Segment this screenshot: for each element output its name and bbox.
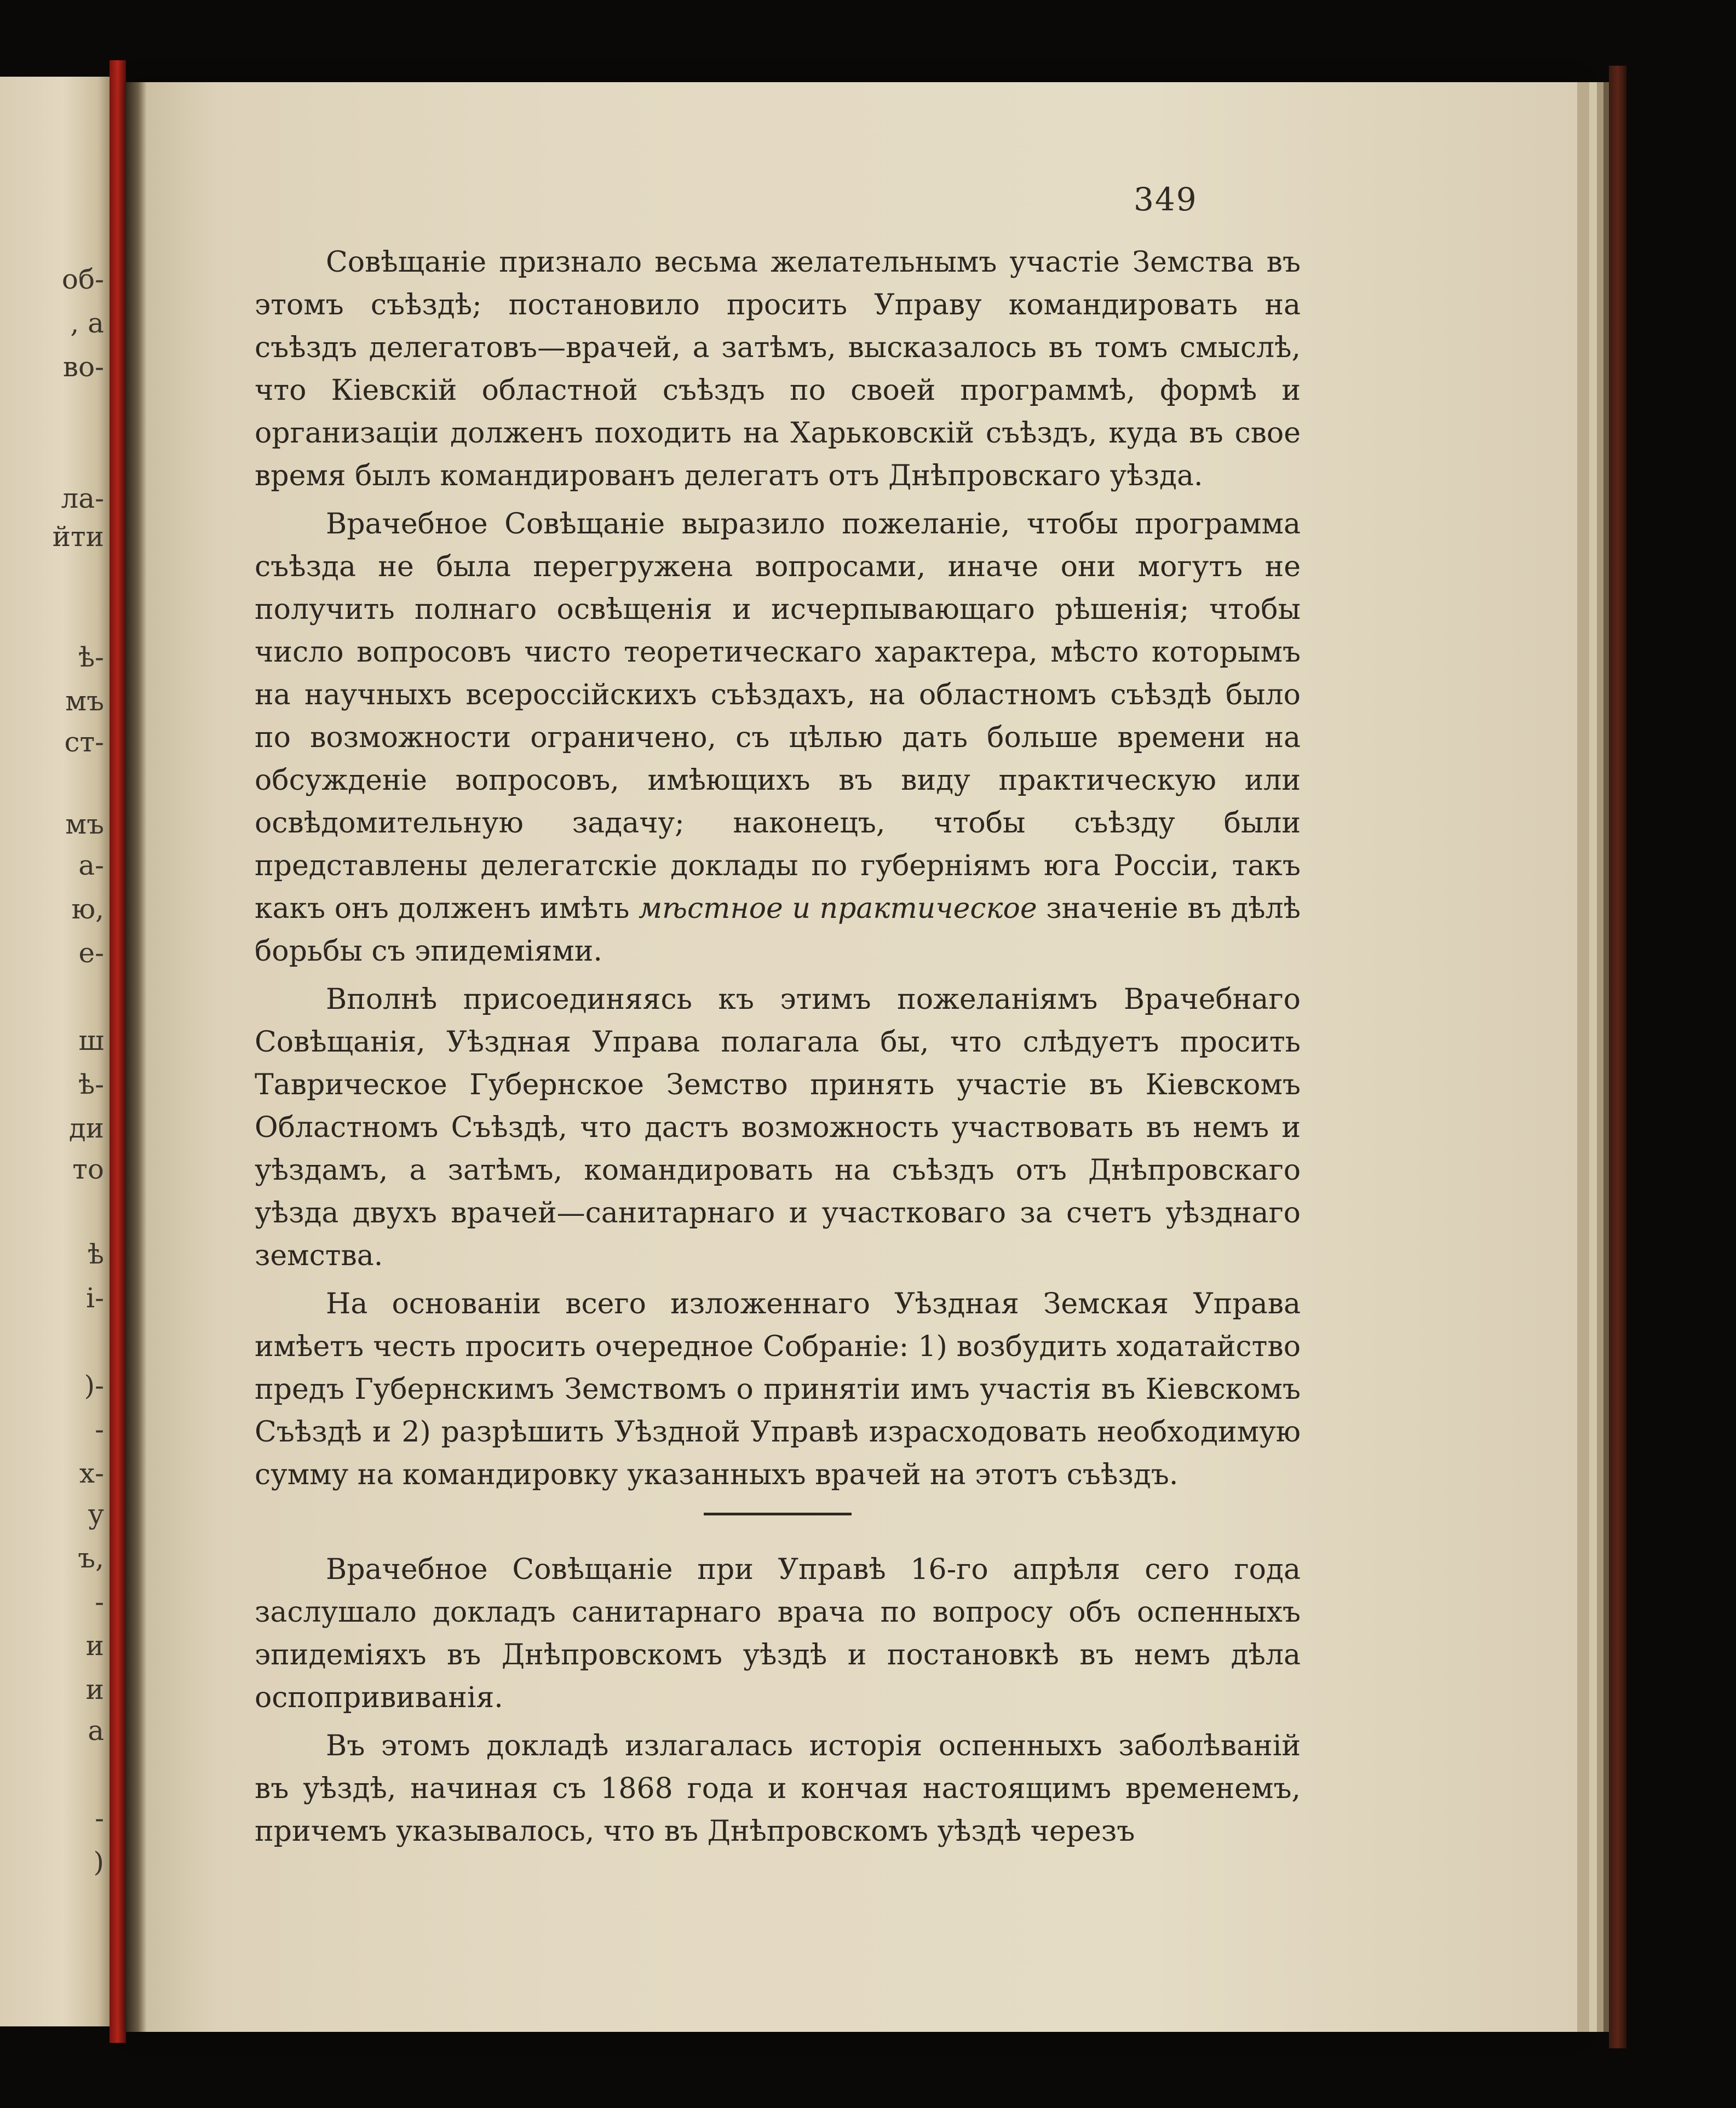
left-page-fragment: ѣ- — [78, 641, 104, 673]
left-page-fragment: ш — [78, 1025, 104, 1056]
left-page-fragment: у — [88, 1498, 104, 1530]
left-page-fragment: ди — [68, 1112, 104, 1144]
left-page-fragment: х- — [79, 1457, 104, 1489]
left-page-fragment: ю, — [71, 893, 104, 925]
left-page-fragment: мъ — [65, 808, 104, 840]
paragraph-text: значеніе въ дѣлѣ борьбы съ эпидеміями. — [255, 892, 1301, 968]
left-page-fragment: йти — [52, 521, 104, 553]
page-stack-edge — [1597, 82, 1603, 2032]
left-page-fragment: и — [85, 1674, 104, 1705]
previous-page-edge — [0, 77, 115, 2026]
paragraph: Вполнѣ присоединяясь къ этимъ пожеланіямъ Врачебнаго Совѣщанія, Уѣздная Управа полагала бы, что слѣдуетъ просить Таврическое Губернское Земство принять участіе въ Кіевскомъ Областномъ Съѣздѣ, что дастъ возможность участвовать въ немъ и уѣздамъ, а затѣмъ, командировать на съѣздъ отъ Днѣпровскаго уѣзда двухъ врачей—санитарнаго и участковаго за счетъ уѣзднаго земства. — [255, 983, 1301, 1272]
page-stack-edge — [1577, 82, 1589, 2032]
left-page-fragment: - — [95, 1802, 104, 1834]
book-edge-red — [110, 60, 126, 2043]
left-page-fragment: - — [95, 1414, 104, 1445]
paragraph: Въ этомъ докладѣ излагалась исторія оспенныхъ заболѣваній въ уѣздѣ, начиная съ 1868 года и кончая настоящимъ временемъ, причемъ указывалось, что въ Днѣпровскомъ уѣздѣ черезъ — [255, 1730, 1301, 1848]
left-page-fragment: мъ — [65, 685, 104, 717]
left-page-fragment: во- — [62, 351, 104, 383]
left-page-fragment: ъ, — [78, 1542, 104, 1574]
page-gutter-shadow — [125, 82, 147, 2032]
left-page-fragment: то — [72, 1153, 104, 1185]
paragraph: Врачебное Совѣщаніе при Управѣ 16-го апрѣля сего года заслушало докладъ санитарнаго врача по вопросу объ оспенныхъ эпидеміяхъ въ Днѣпровскомъ уѣздѣ и постановкѣ въ немъ дѣла оспопрививанія. — [255, 1553, 1301, 1714]
left-page-fragment: , а — [70, 307, 104, 339]
left-page-fragment: об- — [61, 263, 104, 295]
left-page-fragment: і- — [86, 1282, 104, 1314]
left-page-fragment: )- — [84, 1370, 104, 1401]
paragraph: На основаніи всего изложеннаго Уѣздная Земская Управа имѣетъ честь просить очередное Собраніе: 1) возбудить ходатайство предъ Губернскимъ Земствомъ о принятіи имъ участія въ Кіевскомъ Съѣздѣ и 2) разрѣшить Уѣздной Управѣ израсходовать необходимую сумму на командировку указанныхъ врачей на этотъ съѣздъ. — [255, 1288, 1301, 1491]
left-page-fragment: ѣ — [87, 1238, 104, 1270]
page-stack-edge — [1589, 82, 1597, 2032]
page-number: 349 — [1134, 181, 1198, 218]
paragraph — [255, 503, 1301, 973]
left-page-fragment: а — [88, 1715, 104, 1747]
paragraph: Совѣщаніе признало весьма желательнымъ участіе Земства въ этомъ съѣздѣ; постановило просить Управу командировать на съѣздъ делегатовъ—врачей, а затѣмъ, высказалось въ томъ смыслѣ, что Кіевскій областной съѣздъ по своей программѣ, формѣ и организаціи долженъ походить на Харьковскій съѣздъ, куда въ свое время былъ командированъ делегатъ отъ Днѣпровскаго уѣзда. — [255, 246, 1301, 492]
left-page-fragment: ст- — [64, 726, 104, 758]
left-page-fragment: а- — [78, 849, 104, 881]
left-page-fragment: е- — [78, 937, 104, 969]
left-page-fragment: - — [95, 1586, 104, 1618]
left-page-fragment: ла- — [61, 483, 104, 514]
page-body — [255, 241, 1301, 1858]
paragraph-text: Врачебное Совѣщаніе выразило пожеланіе, чтобы программа съѣзда не была перегружена вопросами, иначе они могутъ не получить полнаго освѣщенія и исчерпывающаго рѣшенія; чтобы число вопросовъ чисто теоретическаго характера, мѣсто которымъ на научныхъ всероссійскихъ съѣздахъ, на областномъ съѣздѣ было по возможности ограничено, съ цѣлью дать больше времени на обсужденіе вопросовъ, имѣющихъ въ виду практическую или освѣдомительную задачу; наконецъ, чтобы съѣзду были представлены делегатскіе доклады по губерніямъ юга Россіи, такъ какъ онъ долженъ имѣть — [255, 508, 1301, 925]
left-page-fragment: ) — [93, 1846, 104, 1878]
section-divider — [704, 1513, 852, 1515]
page-stack-edge — [1603, 82, 1609, 2032]
italic-text: мѣстное и практическое — [639, 892, 1037, 925]
left-page-fragment: ѣ- — [78, 1069, 104, 1100]
book-cover-edge — [1609, 66, 1626, 2048]
left-page-fragment: и — [85, 1630, 104, 1662]
